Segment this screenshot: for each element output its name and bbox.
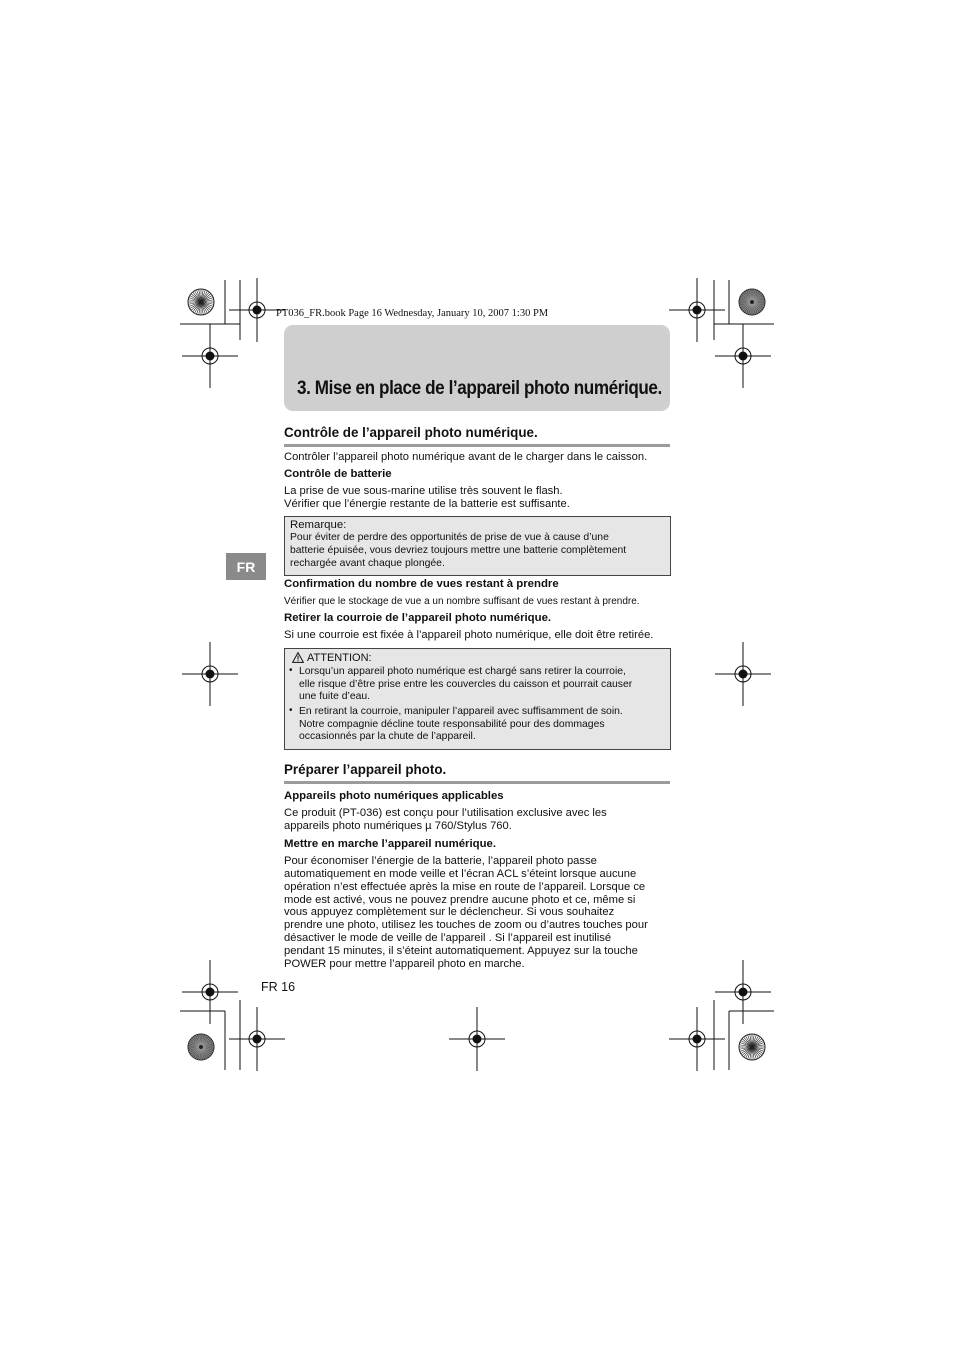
power-on-line: désactiver le mode de veille de l’appareil . Si l’appareil est inutilisé: [284, 932, 612, 944]
intro-text: Contrôler l’appareil photo numérique avant de le charger dans le caisson.: [284, 451, 648, 463]
power-on-line: POWER pour mettre l’appareil photo en marche.: [284, 958, 525, 970]
section-rule: [284, 444, 670, 447]
note-line: Pour éviter de perdre des opportunités de prise de vue à cause d’une: [290, 532, 609, 543]
language-tab: FR: [226, 553, 266, 580]
attention-label: ATTENTION:: [307, 652, 372, 664]
attention-header: [292, 652, 372, 665]
page-number: FR 16: [261, 980, 296, 994]
attention-item-line: occasionnés par la chute de l’appareil.: [299, 731, 476, 742]
applicable-heading: Appareils photo numériques applicables: [284, 790, 504, 802]
note-line: batterie épuisée, vous devriez toujours mettre une batterie complètement: [290, 545, 627, 556]
applicable-line: Ce produit (PT-036) est conçu pour l’utilisation exclusive avec les: [284, 807, 607, 819]
bullet-marker: •: [289, 665, 293, 676]
applicable-line: appareils photo numériques µ 760/Stylus 760.: [284, 820, 512, 832]
power-on-heading: Mettre en marche l’appareil numérique.: [284, 838, 497, 850]
note-label: Remarque:: [290, 519, 347, 531]
bullet-marker: •: [289, 705, 293, 716]
section-title-check-camera: Contrôle de l’appareil photo numérique.: [284, 425, 538, 440]
attention-item-line: Notre compagnie décline toute responsabilité pour des dommages: [299, 719, 605, 730]
power-on-line: mode est activé, vous ne pouvez prendre aucune photo et ce, même si: [284, 894, 636, 906]
power-on-line: automatiquement en mode veille et l’écran ACL s’éteint lorsque aucune: [284, 868, 637, 880]
battery-text-line: La prise de vue sous-marine utilise très souvent le flash.: [284, 485, 563, 497]
attention-item-line: une fuite d’eau.: [299, 691, 371, 702]
power-on-line: pendant 15 minutes, il s’éteint automatiquement. Appuyez sur la touche: [284, 945, 638, 957]
power-on-line: Pour économiser l’énergie de la batterie, l’appareil photo passe: [284, 855, 597, 867]
power-on-line: opération n’est effectuée après la mise en route de l’appareil. Lorsque ce: [284, 881, 646, 893]
power-on-line: vous appuyez complètement sur le déclencheur. Si vous souhaitez: [284, 906, 615, 918]
battery-heading: Contrôle de batterie: [284, 468, 392, 480]
strap-text: Si une courroie est fixée à l’appareil photo numérique, elle doit être retirée.: [284, 629, 654, 641]
section-rule: [284, 781, 670, 784]
chapter-title: 3. Mise en place de l’appareil photo numérique.: [297, 378, 662, 399]
attention-item-line: En retirant la courroie, manipuler l’appareil avec suffisamment de soin.: [299, 706, 623, 717]
book-header-info: PT036_FR.book Page 16 Wednesday, January 10, 2007 1:30 PM: [276, 308, 549, 319]
warning-icon: [292, 652, 304, 663]
shots-heading: Confirmation du nombre de vues restant à prendre: [284, 578, 559, 590]
shots-text: Vérifier que le stockage de vue a un nombre suffisant de vues restant à prendre.: [284, 596, 640, 607]
strap-heading: Retirer la courroie de l’appareil photo numérique.: [284, 612, 552, 624]
attention-item-line: elle risque d’être prise entre les couvercles du caisson et pourrait causer: [299, 679, 633, 690]
section-title-prepare-camera: Préparer l’appareil photo.: [284, 762, 447, 777]
battery-text-line: Vérifier que l’énergie restante de la batterie est suffisante.: [284, 498, 570, 510]
power-on-line: prendre une photo, utilisez les touches de zoom ou d’autres touches pour: [284, 919, 648, 931]
note-line: rechargée avant chaque plongée.: [290, 558, 445, 569]
attention-item-line: Lorsqu’un appareil photo numérique est chargé sans retirer la courroie,: [299, 666, 626, 677]
